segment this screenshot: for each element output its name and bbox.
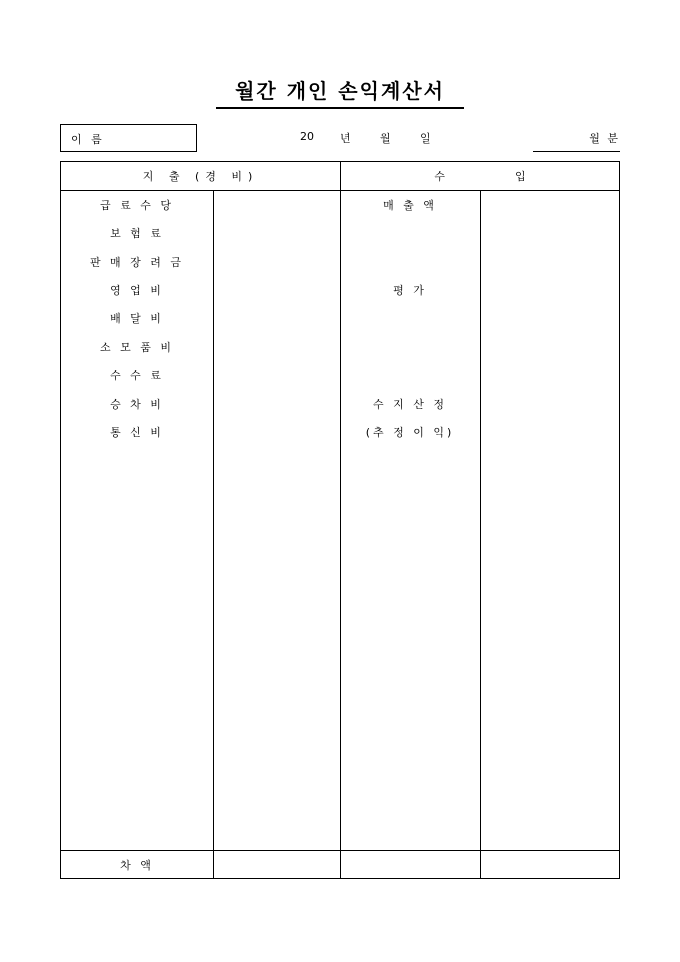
income-item: 수 지 산 정 xyxy=(373,398,447,411)
name-label: 이 름 xyxy=(71,133,105,146)
column-divider xyxy=(213,190,214,878)
expense-item: 소 모 품 비 xyxy=(100,341,174,354)
difference-label: 차 액 xyxy=(120,859,154,872)
column-divider xyxy=(480,190,481,878)
income-header-right: 입 xyxy=(515,170,526,183)
date-prefix: 20 xyxy=(300,130,314,143)
expense-item: 통 신 비 xyxy=(110,426,164,439)
expense-item: 승 차 비 xyxy=(110,398,164,411)
expense-item: 배 달 비 xyxy=(110,312,164,325)
column-divider xyxy=(340,162,341,878)
expense-item: 영 업 비 xyxy=(110,284,164,297)
name-field[interactable] xyxy=(60,124,197,152)
expense-item: 급 료 수 당 xyxy=(100,199,174,212)
expense-item: 수 수 료 xyxy=(110,369,164,382)
expense-item: 판 매 장 려 금 xyxy=(89,256,185,269)
title-underline xyxy=(216,107,464,109)
date-year-suffix: 년 xyxy=(340,132,351,145)
date-month-suffix: 월 xyxy=(380,132,391,145)
expense-item: 보 험 료 xyxy=(110,227,164,240)
income-header xyxy=(340,162,620,190)
expense-header: 지 출 (경 비) xyxy=(142,170,259,183)
footer-divider xyxy=(61,850,619,851)
income-header-left: 수 xyxy=(434,170,445,183)
date-day-suffix: 일 xyxy=(420,132,431,145)
ledger-table xyxy=(60,161,620,879)
date-line xyxy=(300,130,450,146)
document-title: 월간 개인 손익계산서 xyxy=(235,79,445,103)
income-item: 평 가 xyxy=(393,284,427,297)
header-divider xyxy=(61,190,619,191)
period-field[interactable] xyxy=(533,128,620,152)
income-item: 매 출 액 xyxy=(383,199,437,212)
period-label: 월 분 xyxy=(589,132,620,145)
income-item: (추 정 이 익) xyxy=(365,426,455,439)
